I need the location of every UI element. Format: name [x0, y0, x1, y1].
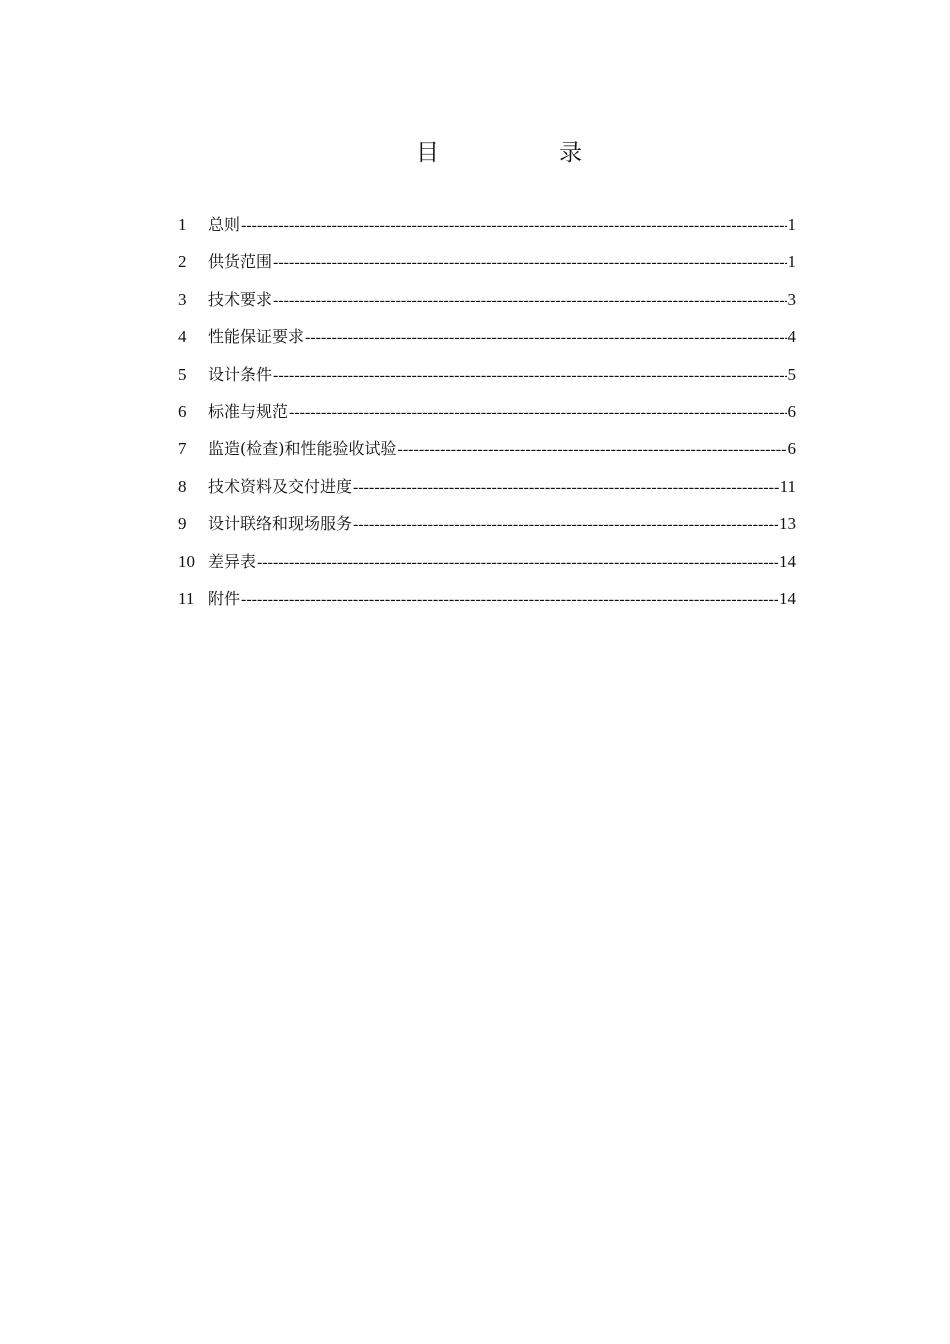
toc-leader [353, 469, 779, 505]
toc-entry-title: 标准与规范 [208, 401, 289, 421]
toc-entry-page: 1 [787, 252, 796, 272]
toc-entry[interactable] [178, 430, 796, 467]
toc-entry-title: 供货范围 [208, 252, 273, 272]
page-title [0, 136, 950, 170]
toc-entry-title: 监造(检查)和性能验收试验 [208, 439, 397, 459]
toc-entry-number: 6 [178, 401, 187, 421]
toc-entry[interactable] [178, 580, 796, 617]
toc-entry-page: 3 [787, 289, 796, 309]
toc-entry[interactable] [178, 281, 796, 318]
toc-entry-title: 技术资料及交付进度 [208, 476, 353, 496]
toc-leader [257, 544, 778, 580]
toc-entry-title: 总则 [208, 215, 241, 234]
toc-entry[interactable] [178, 318, 796, 355]
toc-entry[interactable] [178, 543, 796, 580]
toc-leader [289, 394, 786, 430]
toc-entry-page: 14 [779, 588, 796, 608]
toc-entry-title: 技术要求 [208, 289, 273, 309]
toc-entry[interactable] [178, 468, 796, 505]
toc-entry-title: 设计联络和现场服务 [208, 514, 353, 534]
toc-entry[interactable] [178, 243, 796, 280]
toc-entry-title: 差异表 [208, 551, 257, 571]
toc-entry[interactable] [178, 505, 796, 542]
toc-entry-number: 5 [178, 364, 187, 384]
toc-entry-title: 附件 [208, 588, 241, 608]
toc-entry[interactable] [178, 206, 796, 243]
toc-leader [305, 319, 786, 355]
toc-entry-number: 1 [178, 215, 187, 234]
toc-leader [241, 581, 778, 617]
toc-leader [241, 207, 786, 243]
title-char-2: 录 [559, 140, 582, 166]
toc-entry-number: 7 [178, 439, 187, 459]
toc-entry-page: 4 [787, 327, 796, 347]
toc-leader [273, 357, 786, 393]
toc-entry-number: 8 [178, 476, 187, 496]
toc-entry[interactable] [178, 393, 796, 430]
toc-entry-page: 6 [787, 401, 796, 421]
toc-entry-number: 9 [178, 514, 187, 534]
toc-entry-page: 13 [779, 514, 796, 534]
toc-entry-page: 1 [787, 215, 796, 234]
toc-entry-number: 2 [178, 252, 187, 272]
toc-leader [273, 244, 786, 280]
toc-entry-number: 10 [178, 551, 195, 571]
toc-entry[interactable] [178, 356, 796, 393]
toc-leader [353, 506, 778, 542]
toc-entry-page: 11 [779, 476, 796, 496]
toc-entry-title: 设计条件 [208, 364, 273, 384]
toc-entry-title: 性能保证要求 [208, 327, 305, 347]
toc-entry-page: 6 [787, 439, 796, 459]
table-of-contents [178, 206, 796, 617]
toc-entry-number: 11 [178, 588, 195, 608]
toc-leader [398, 431, 787, 467]
toc-entry-number: 4 [178, 327, 187, 347]
toc-entry-number: 3 [178, 289, 187, 309]
toc-leader [273, 282, 786, 318]
title-char-1: 目 [416, 140, 439, 166]
toc-entry-page: 5 [787, 364, 796, 384]
toc-entry-page: 14 [779, 551, 796, 571]
